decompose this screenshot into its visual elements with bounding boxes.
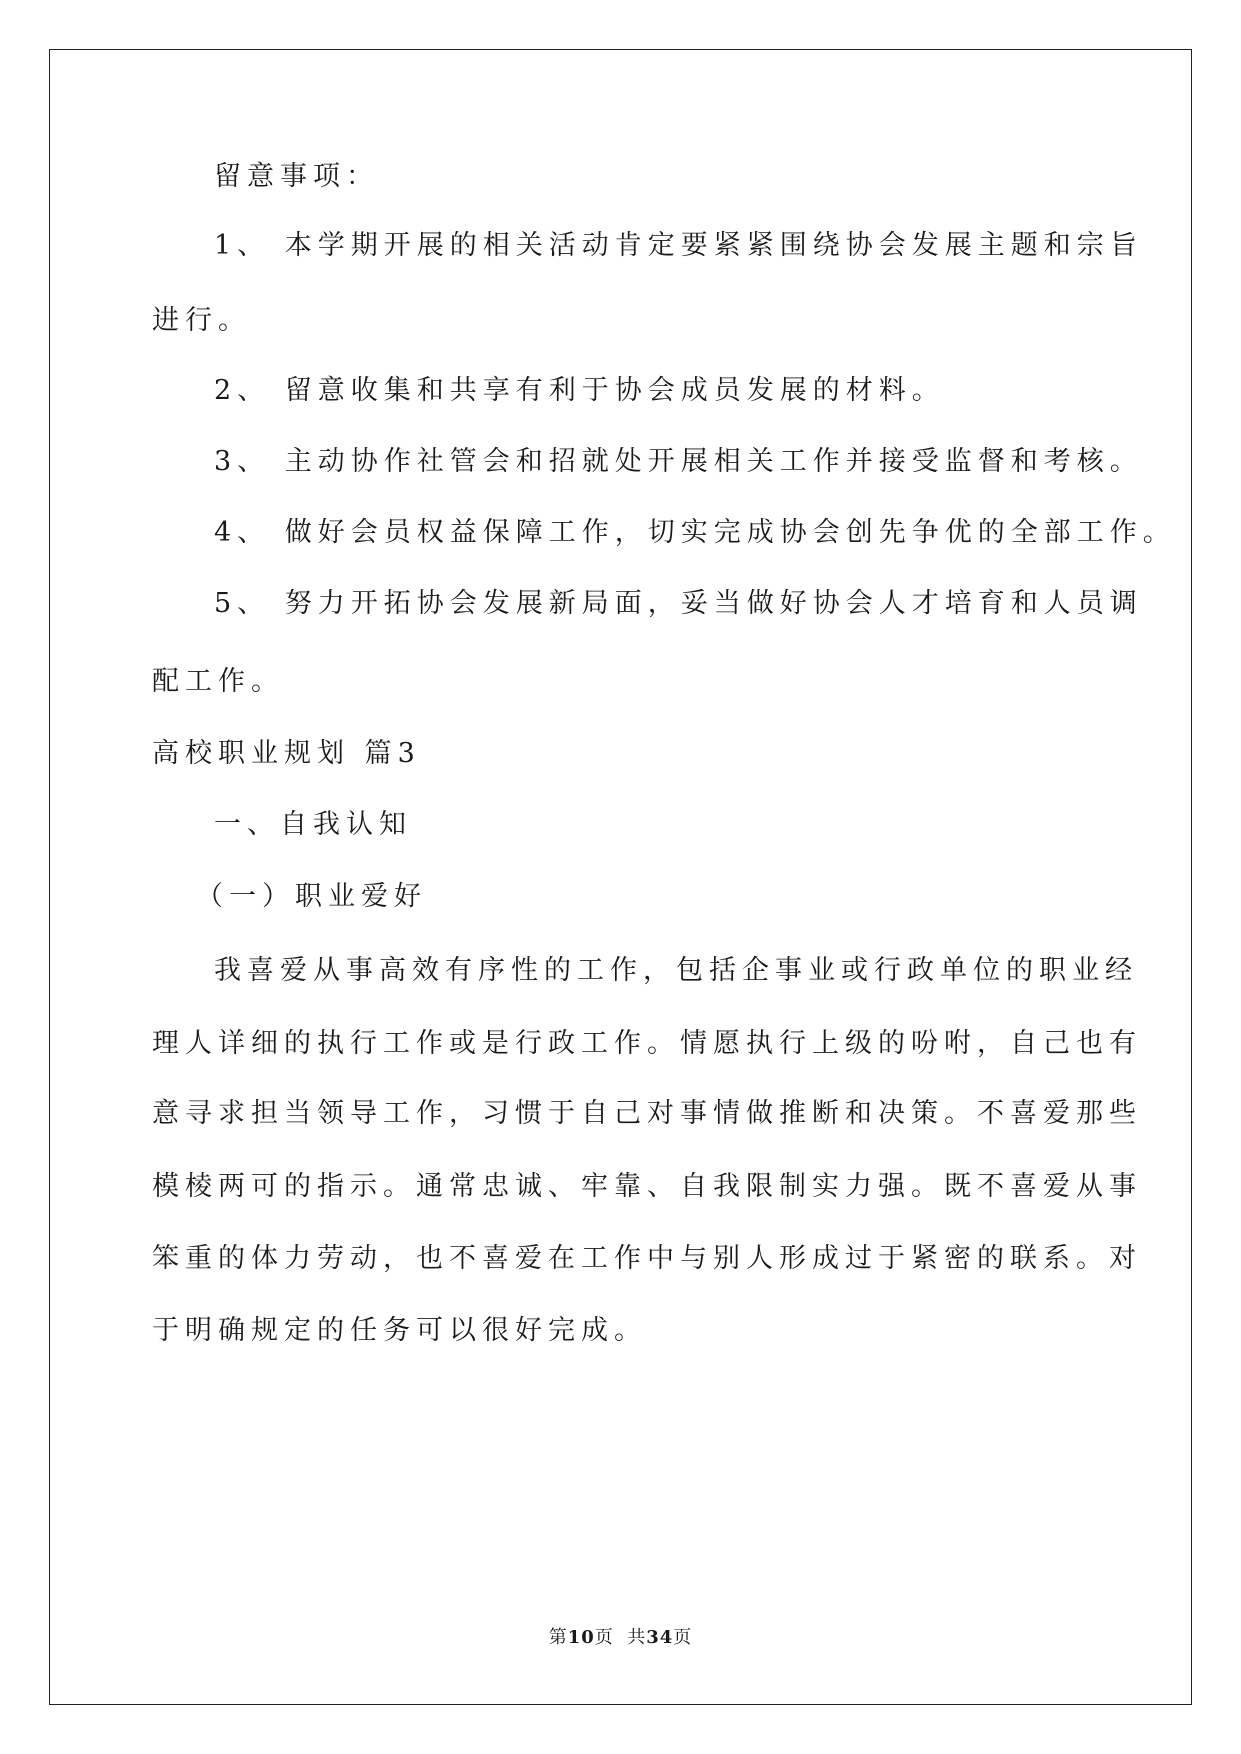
paragraph-line-4: 模棱两可的指示。通常忠诚、牢靠、自我限制实力强。既不喜爱从事 [152,1171,1142,1202]
footer-prefix: 第 [548,1627,568,1648]
note-item-2: 2、 留意收集和共享有利于协会成员发展的材料。 [214,375,945,406]
paragraph-line-3: 意寻求担当领导工作，习惯于自己对事情做推断和决策。不喜爱那些 [152,1098,1142,1129]
page-footer [0,1623,1241,1649]
note-item-5-continued: 配工作。 [152,666,284,697]
note-item-1: 1、 本学期开展的相关活动肯定要紧紧围绕协会发展主题和宗旨 [214,230,1143,261]
footer-suffix: 页 [673,1627,693,1648]
note-item-5: 5、 努力开拓协会发展新局面，妥当做好协会人才培育和人员调 [214,588,1143,619]
paragraph-line-2: 理人详细的执行工作或是行政工作。情愿执行上级的吩咐，自己也有 [152,1028,1142,1059]
note-item-1-continued: 进行。 [152,305,251,336]
section-title: 高校职业规划 篇3 [152,738,421,769]
note-item-4: 4、 做好会员权益保障工作，切实完成协会创先争优的全部工作。 [214,517,1176,548]
paragraph-line-1: 我喜爱从事高效有序性的工作，包括企事业或行政单位的职业经 [214,955,1138,986]
footer-middle: 页 共 [594,1627,647,1648]
note-item-3: 3、 主动协作社管会和招就处开展相关工作并接受监督和考核。 [214,446,1143,477]
paragraph-line-6: 于明确规定的任务可以很好完成。 [152,1315,647,1346]
total-pages-number: 34 [646,1627,674,1648]
sub-subsection-heading: （一）职业爱好 [196,881,427,912]
current-page-number: 10 [567,1627,595,1648]
page-border [49,49,1192,1705]
subsection-heading: 一、自我认知 [214,809,412,840]
notes-heading: 留意事项： [214,161,379,192]
paragraph-line-5: 笨重的体力劳动，也不喜爱在工作中与别人形成过于紧密的联系。对 [152,1243,1142,1274]
